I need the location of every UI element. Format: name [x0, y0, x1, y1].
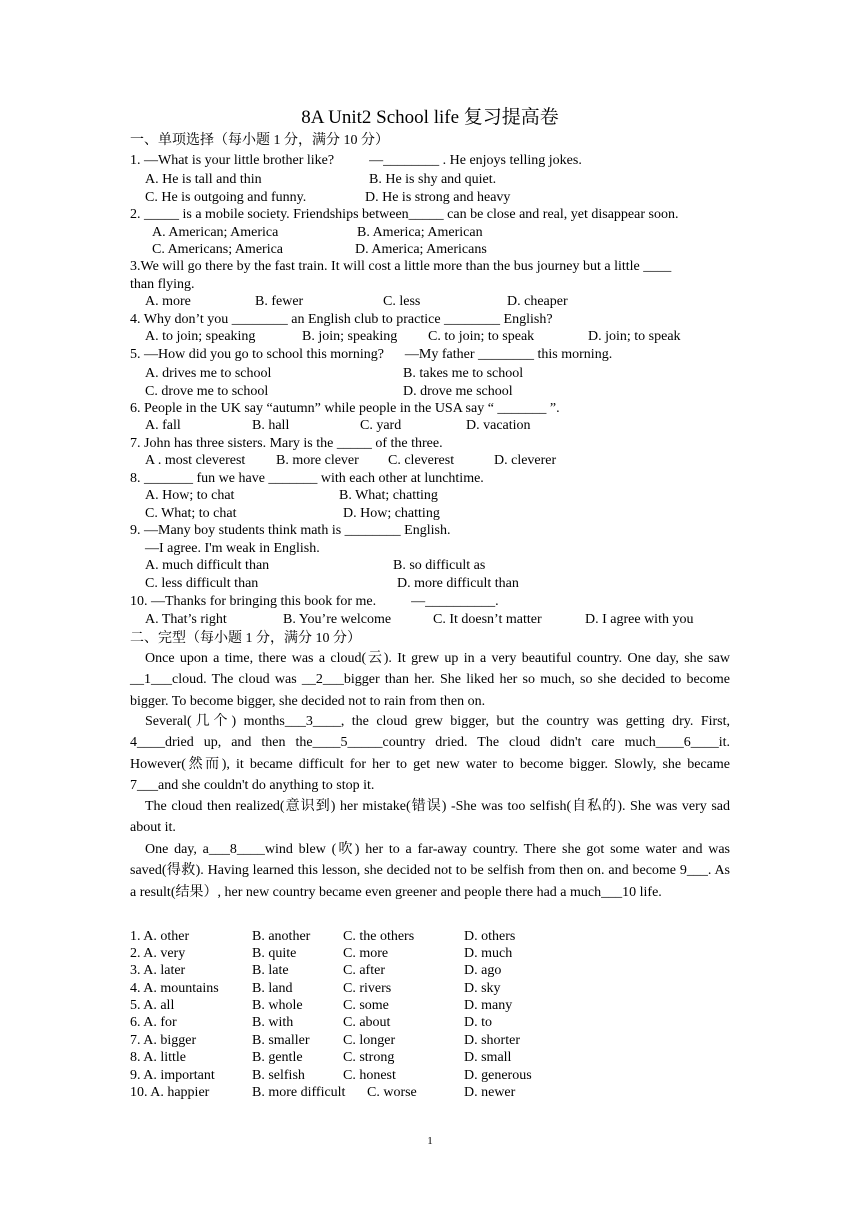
- option: A. fall: [145, 418, 181, 433]
- cloze-option: D. generous: [464, 1068, 532, 1083]
- cloze-option: D. shorter: [464, 1033, 520, 1048]
- cloze-option: C. more: [343, 946, 389, 961]
- question-2: 2. _____ is a mobile society. Friendships between_____ can be close and real, yet disappear soon.: [130, 207, 679, 222]
- option: A. much difficult than: [145, 558, 270, 573]
- cloze-option: C. strong: [343, 1050, 395, 1065]
- option: C. cleverest: [388, 453, 455, 468]
- cloze-option: 5. A. all: [130, 998, 175, 1013]
- option: C. to join; to speak: [428, 329, 535, 344]
- option: C. less difficult than: [145, 576, 259, 591]
- cloze-option: D. sky: [464, 981, 501, 996]
- option: D. drove me school: [403, 384, 513, 399]
- cloze-option: 4. A. mountains: [130, 981, 219, 996]
- option: D. cleverer: [494, 453, 557, 468]
- cloze-option: D. ago: [464, 963, 502, 978]
- cloze-option: B. whole: [252, 998, 303, 1013]
- option: D. cheaper: [507, 294, 568, 309]
- cloze-paragraph: The cloud then realized(意识到) her mistake(错误) -She was too selfish(自私的). She was very sad about it.: [130, 799, 730, 836]
- cloze-option: C. about: [343, 1015, 391, 1030]
- option: D. join; to speak: [588, 329, 681, 344]
- cloze-option: D. many: [464, 998, 513, 1013]
- option: B. America; American: [357, 225, 483, 240]
- option: D. He is strong and heavy: [365, 190, 511, 205]
- option: A. How; to chat: [145, 488, 235, 503]
- question-8: 8. _______ fun we have _______ with each other at lunchtime.: [130, 471, 484, 486]
- option: B. more clever: [276, 453, 359, 468]
- option: D. How; chatting: [343, 506, 440, 521]
- cloze-option: C. after: [343, 963, 385, 978]
- cloze-option: B. late: [252, 963, 289, 978]
- question-9: 9. —Many boy students think math is ________ English.: [130, 523, 451, 538]
- cloze-option: D. much: [464, 946, 513, 961]
- option: C. yard: [360, 418, 402, 433]
- option: B. He is shy and quiet.: [369, 172, 497, 187]
- option: A. That’s right: [145, 612, 227, 627]
- question-9-reply: —I agree. I'm weak in English.: [145, 541, 320, 556]
- option: C. He is outgoing and funny.: [145, 190, 307, 205]
- cloze-option: D. newer: [464, 1085, 516, 1100]
- page-title: 8A Unit2 School life 复习提高卷: [301, 107, 559, 128]
- question-4: 4. Why don’t you ________ an English club to practice ________ English?: [130, 312, 553, 327]
- cloze-paragraph: Several(几个) months___3____, the cloud grew bigger, but the country was getting dry. First, 4____dried up, and then the____5_____country dried. The cloud didn't care much____6____it. However(然而), it became difficult for her to get new water to become bigger. Slowly, she became 7___and she couldn't do anything to stop it.: [130, 714, 730, 794]
- cloze-option: B. more difficult: [252, 1085, 346, 1100]
- cloze-option: B. smaller: [252, 1033, 310, 1048]
- cloze-option: C. the others: [343, 929, 415, 944]
- section2-heading: 二、完型（每小题 1 分，满分 10 分）: [130, 631, 361, 646]
- cloze-option: 6. A. for: [130, 1015, 177, 1030]
- option: C. What; to chat: [145, 506, 237, 521]
- cloze-paragraph: Once upon a time, there was a cloud(云). It grew up in a very beautiful country. One day, she saw __1___cloud. The cloud was __2___bigger than her. She liked her so much, so she decided to become bigger. To become bigger, she decided not to rain from then on.: [130, 651, 730, 709]
- cloze-option: 8. A. little: [130, 1050, 186, 1065]
- question-6: 6. People in the UK say “autumn” while people in the USA say “ _______ ”.: [130, 401, 560, 416]
- cloze-option: C. worse: [367, 1085, 417, 1100]
- cloze-option: C. rivers: [343, 981, 392, 996]
- cloze-option: B. quite: [252, 946, 297, 961]
- option: B. join; speaking: [302, 329, 398, 344]
- cloze-option: 2. A. very: [130, 946, 186, 961]
- option: B. What; chatting: [339, 488, 438, 503]
- option: C. It doesn’t matter: [433, 612, 542, 627]
- cloze-option: D. small: [464, 1050, 512, 1065]
- option: B. so difficult as: [393, 558, 486, 573]
- cloze-option: 10. A. happier: [130, 1085, 210, 1100]
- option: A. more: [145, 294, 191, 309]
- question-3: 3.We will go there by the fast train. It will cost a little more than the bus journey but a little ____: [130, 259, 672, 274]
- option: B. hall: [252, 418, 290, 433]
- cloze-option: C. some: [343, 998, 389, 1013]
- cloze-option: 3. A. later: [130, 963, 186, 978]
- option: A. drives me to school: [145, 366, 272, 381]
- option: B. You’re welcome: [283, 612, 392, 627]
- option: C. drove me to school: [145, 384, 269, 399]
- cloze-option: B. gentle: [252, 1050, 303, 1065]
- question-5: 5. —How did you go to school this morning? —My father ________ this morning.: [130, 347, 613, 362]
- option: A . most cleverest: [145, 453, 246, 468]
- page-number: 1: [427, 1135, 433, 1147]
- cloze-option: B. selfish: [252, 1068, 305, 1083]
- cloze-option: D. to: [464, 1015, 492, 1030]
- option: B. takes me to school: [403, 366, 524, 381]
- question-3-cont: than flying.: [130, 277, 195, 292]
- option: D. more difficult than: [397, 576, 519, 591]
- question-1: 1. —What is your little brother like? —________ . He enjoys telling jokes.: [130, 153, 582, 168]
- cloze-option: 7. A. bigger: [130, 1033, 197, 1048]
- cloze-option: 1. A. other: [130, 929, 190, 944]
- option: D. vacation: [466, 418, 531, 433]
- cloze-option: D. others: [464, 929, 516, 944]
- cloze-option: C. honest: [343, 1068, 396, 1083]
- option: D. America; Americans: [355, 242, 487, 257]
- cloze-option: B. another: [252, 929, 311, 944]
- option: A. He is tall and thin: [145, 172, 262, 187]
- cloze-paragraph: One day, a___8____wind blew (吹) her to a far-away country. There she got some water and was saved(得救). Having learned this lesson, she decided not to be selfish from then on. and become 9___. As a result(结果）, her new country became even greener and people there had a much___10 life.: [130, 842, 730, 900]
- option: C. Americans; America: [152, 242, 284, 257]
- option: C. less: [383, 294, 421, 309]
- option: D. I agree with you: [585, 612, 694, 627]
- question-7: 7. John has three sisters. Mary is the _____ of the three.: [130, 436, 443, 451]
- option: B. fewer: [255, 294, 304, 309]
- cloze-option: B. land: [252, 981, 293, 996]
- cloze-option: B. with: [252, 1015, 294, 1030]
- option: A. to join; speaking: [145, 329, 256, 344]
- cloze-option: C. longer: [343, 1033, 396, 1048]
- section1-heading: 一、单项选择（每小题 1 分，满分 10 分）: [130, 133, 389, 148]
- question-10: 10. —Thanks for bringing this book for me. —__________.: [130, 594, 499, 609]
- cloze-option: 9. A. important: [130, 1068, 215, 1083]
- option: A. American; America: [152, 225, 279, 240]
